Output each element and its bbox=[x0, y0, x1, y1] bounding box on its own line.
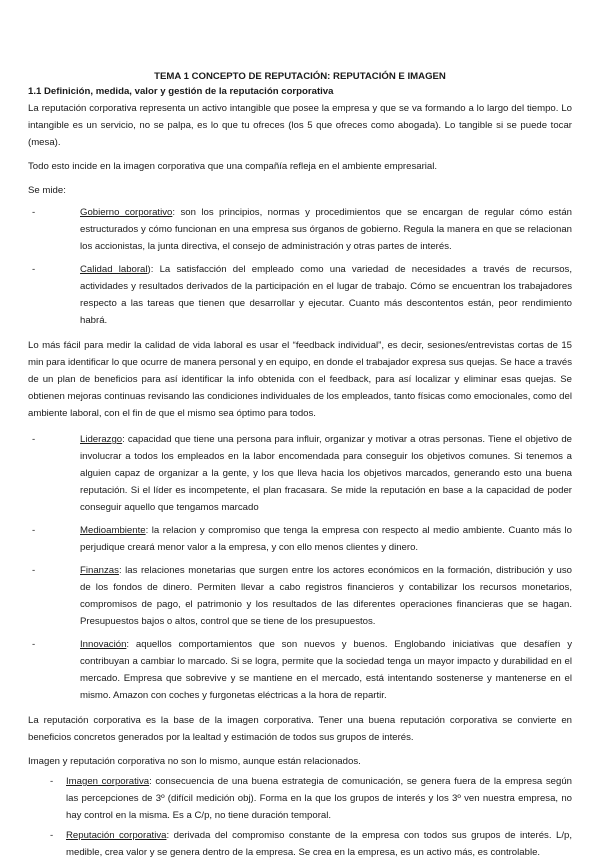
term: Imagen corporativa bbox=[66, 776, 150, 787]
bullet-dash: - bbox=[50, 830, 54, 841]
bullet-dash: - bbox=[32, 264, 36, 275]
bullet-dash: - bbox=[32, 207, 36, 218]
bullet-dash: - bbox=[32, 565, 36, 576]
intro-paragraph: La reputación corporativa representa un activo intangible que posee la empresa y que se va formando a lo largo del tiempo. Lo intangible es un servicio, no se palpa, es lo que tu ofreces (los 5 que ofreces como abogada). Lo tangible si se puede tocar (mesa). bbox=[28, 103, 572, 148]
list-item bbox=[28, 562, 572, 630]
list-item-text bbox=[80, 431, 572, 516]
definition: ): La satisfacción del empleado como una variedad de necesidades a través de recursos, actividades y resultados derivados de la participación en el lugar de trabajo. Cómo se encuentran los trabajadores respecto a las tareas que tienen que desarrollar y ejecutar. Cuanto más descontentos están, peor rendimiento habrá. bbox=[80, 264, 573, 326]
definition: : las relaciones monetarias que surgen entre los actores económicos en la formación, distribución y uso de los fondos de dinero. Permiten llevar a cabo registros financieros y contabilizar los recursos monetarios, compromisos de pago, el patrimonio y los resultados de las diferentes operaciones financieras que se hagan. Presupuestos bajos o altos, control que se tiene de los presupuestos. bbox=[80, 565, 572, 627]
bullet-dash: - bbox=[32, 639, 36, 650]
term: Medioambiente bbox=[80, 525, 146, 536]
definition: : capacidad que tiene una persona para influir, organizar y motivar a otras personas. Tiene el objetivo de involucrar a todos los empleados en la labor encomendada para conseguir los objetivos comunes. Si tenemos a alguien capaz de organizar a la gente, y los que lleva hacia los objetivos marcados, generando esto una buena reputación. Si el líder es incompetente, el plan fracasara. Se mide la reputación en base a la capacidad de poder conseguir aquello que tengamos marcado bbox=[80, 434, 572, 513]
definition: : derivada del compromiso constante de la empresa con todos sus grupos de interés. L/p, medible, crea valor y se genera dentro de la empresa. Se crea en la empresa, es un activo más, es controlable. bbox=[66, 830, 572, 858]
bullet-dash: - bbox=[50, 776, 54, 787]
list-item bbox=[28, 522, 572, 556]
list-item-text bbox=[80, 204, 572, 255]
list-item bbox=[28, 773, 572, 824]
list-item bbox=[28, 431, 572, 516]
list-item-text bbox=[80, 261, 572, 329]
intro-paragraph: Todo esto incide en la imagen corporativa que una compañía refleja en el ambiente empresarial. bbox=[28, 161, 438, 172]
term: Reputación corporativa bbox=[66, 830, 167, 841]
list-item-text bbox=[80, 562, 572, 630]
term: Calidad laboral bbox=[80, 264, 148, 275]
definition: : la relacion y compromiso que tenga la empresa con respecto al medio ambiente. Cuanto más lo perjudique creará menor valor a la empresa, y con ello menos clientes y dinero. bbox=[80, 525, 572, 553]
closing-paragraph: Imagen y reputación corporativa no son lo mismo, aunque están relacionados. bbox=[28, 756, 361, 767]
term: Innovación bbox=[80, 639, 127, 650]
feedback-paragraph: Lo más fácil para medir la calidad de vida laboral es usar el “feedback individual”, es decir, sesiones/entrevistas cortas de 15 min para identificar lo que ocurre de manera personal y en equipo, en donde el trabajador expresa sus quejas. Se hace a través de un plan de beneficios para así identificar la info obtenida con el feedback, para así localizar y eliminar esas quejas. Se obtienen mejoras continuas revisando las condiciones individuales de los empleados, tanto físicas como emocionales, como del ambiente laboral, con el fin de que el mismo sea óptimo para todos. bbox=[28, 340, 572, 419]
list-item-text bbox=[66, 773, 572, 824]
section-heading: 1.1 Definición, medida, valor y gestión de la reputación corporativa bbox=[28, 86, 334, 97]
definition: : son los principios, normas y procedimientos que se encargan de regular cómo están estructurados y cómo funcionan en una empresa sus órganos de gobierno. Regula la manera en que se relacionan los accionistas, la junta directiva, el consejo de administración y otras partes de interés. bbox=[80, 207, 572, 252]
list-item bbox=[28, 261, 572, 329]
list-item-text bbox=[66, 827, 572, 861]
definition: : consecuencia de una buena estrategia de comunicación, se genera fuera de la empresa según las percepciones de 3º (difícil medición obj). Forma en la que los grupos de interés y los 3º ven nuestra empresa, no hay control en la misma. Es a C/p, no tiene duración temporal. bbox=[66, 776, 573, 821]
closing-paragraph: La reputación corporativa es la base de la imagen corporativa. Tener una buena reputación corporativa se convierte en beneficios concretos generados por la lealtad y estimación de todos sus grupos de interés. bbox=[28, 715, 572, 743]
definition: : aquellos comportamientos que son nuevos y buenos. Englobando iniciativas que desafíen y contribuyan a cambiar lo marcado. Si se logra, permite que la sociedad tenga un mayor impacto y durabilidad en el mercado. Empresa que sobrevive y se mantiene en el mercado, está intentando sostenerse y mantenerse en el mismo. Amazon con coches y furgonetas eléctricas a la hora de repartir. bbox=[80, 639, 572, 701]
term: Liderazgo bbox=[80, 434, 123, 445]
list-item-text bbox=[80, 636, 572, 704]
list-item-text bbox=[80, 522, 572, 556]
measure-intro: Se mide: bbox=[28, 185, 66, 196]
bullet-dash: - bbox=[32, 525, 36, 536]
term: Gobierno corporativo bbox=[80, 207, 173, 218]
document-title: TEMA 1 CONCEPTO DE REPUTACIÓN: REPUTACIÓN E IMAGEN bbox=[154, 71, 446, 82]
bullet-dash: - bbox=[32, 434, 36, 445]
list-item bbox=[28, 204, 572, 255]
list-item bbox=[28, 636, 572, 704]
list-item bbox=[28, 827, 572, 861]
term: Finanzas bbox=[80, 565, 119, 576]
